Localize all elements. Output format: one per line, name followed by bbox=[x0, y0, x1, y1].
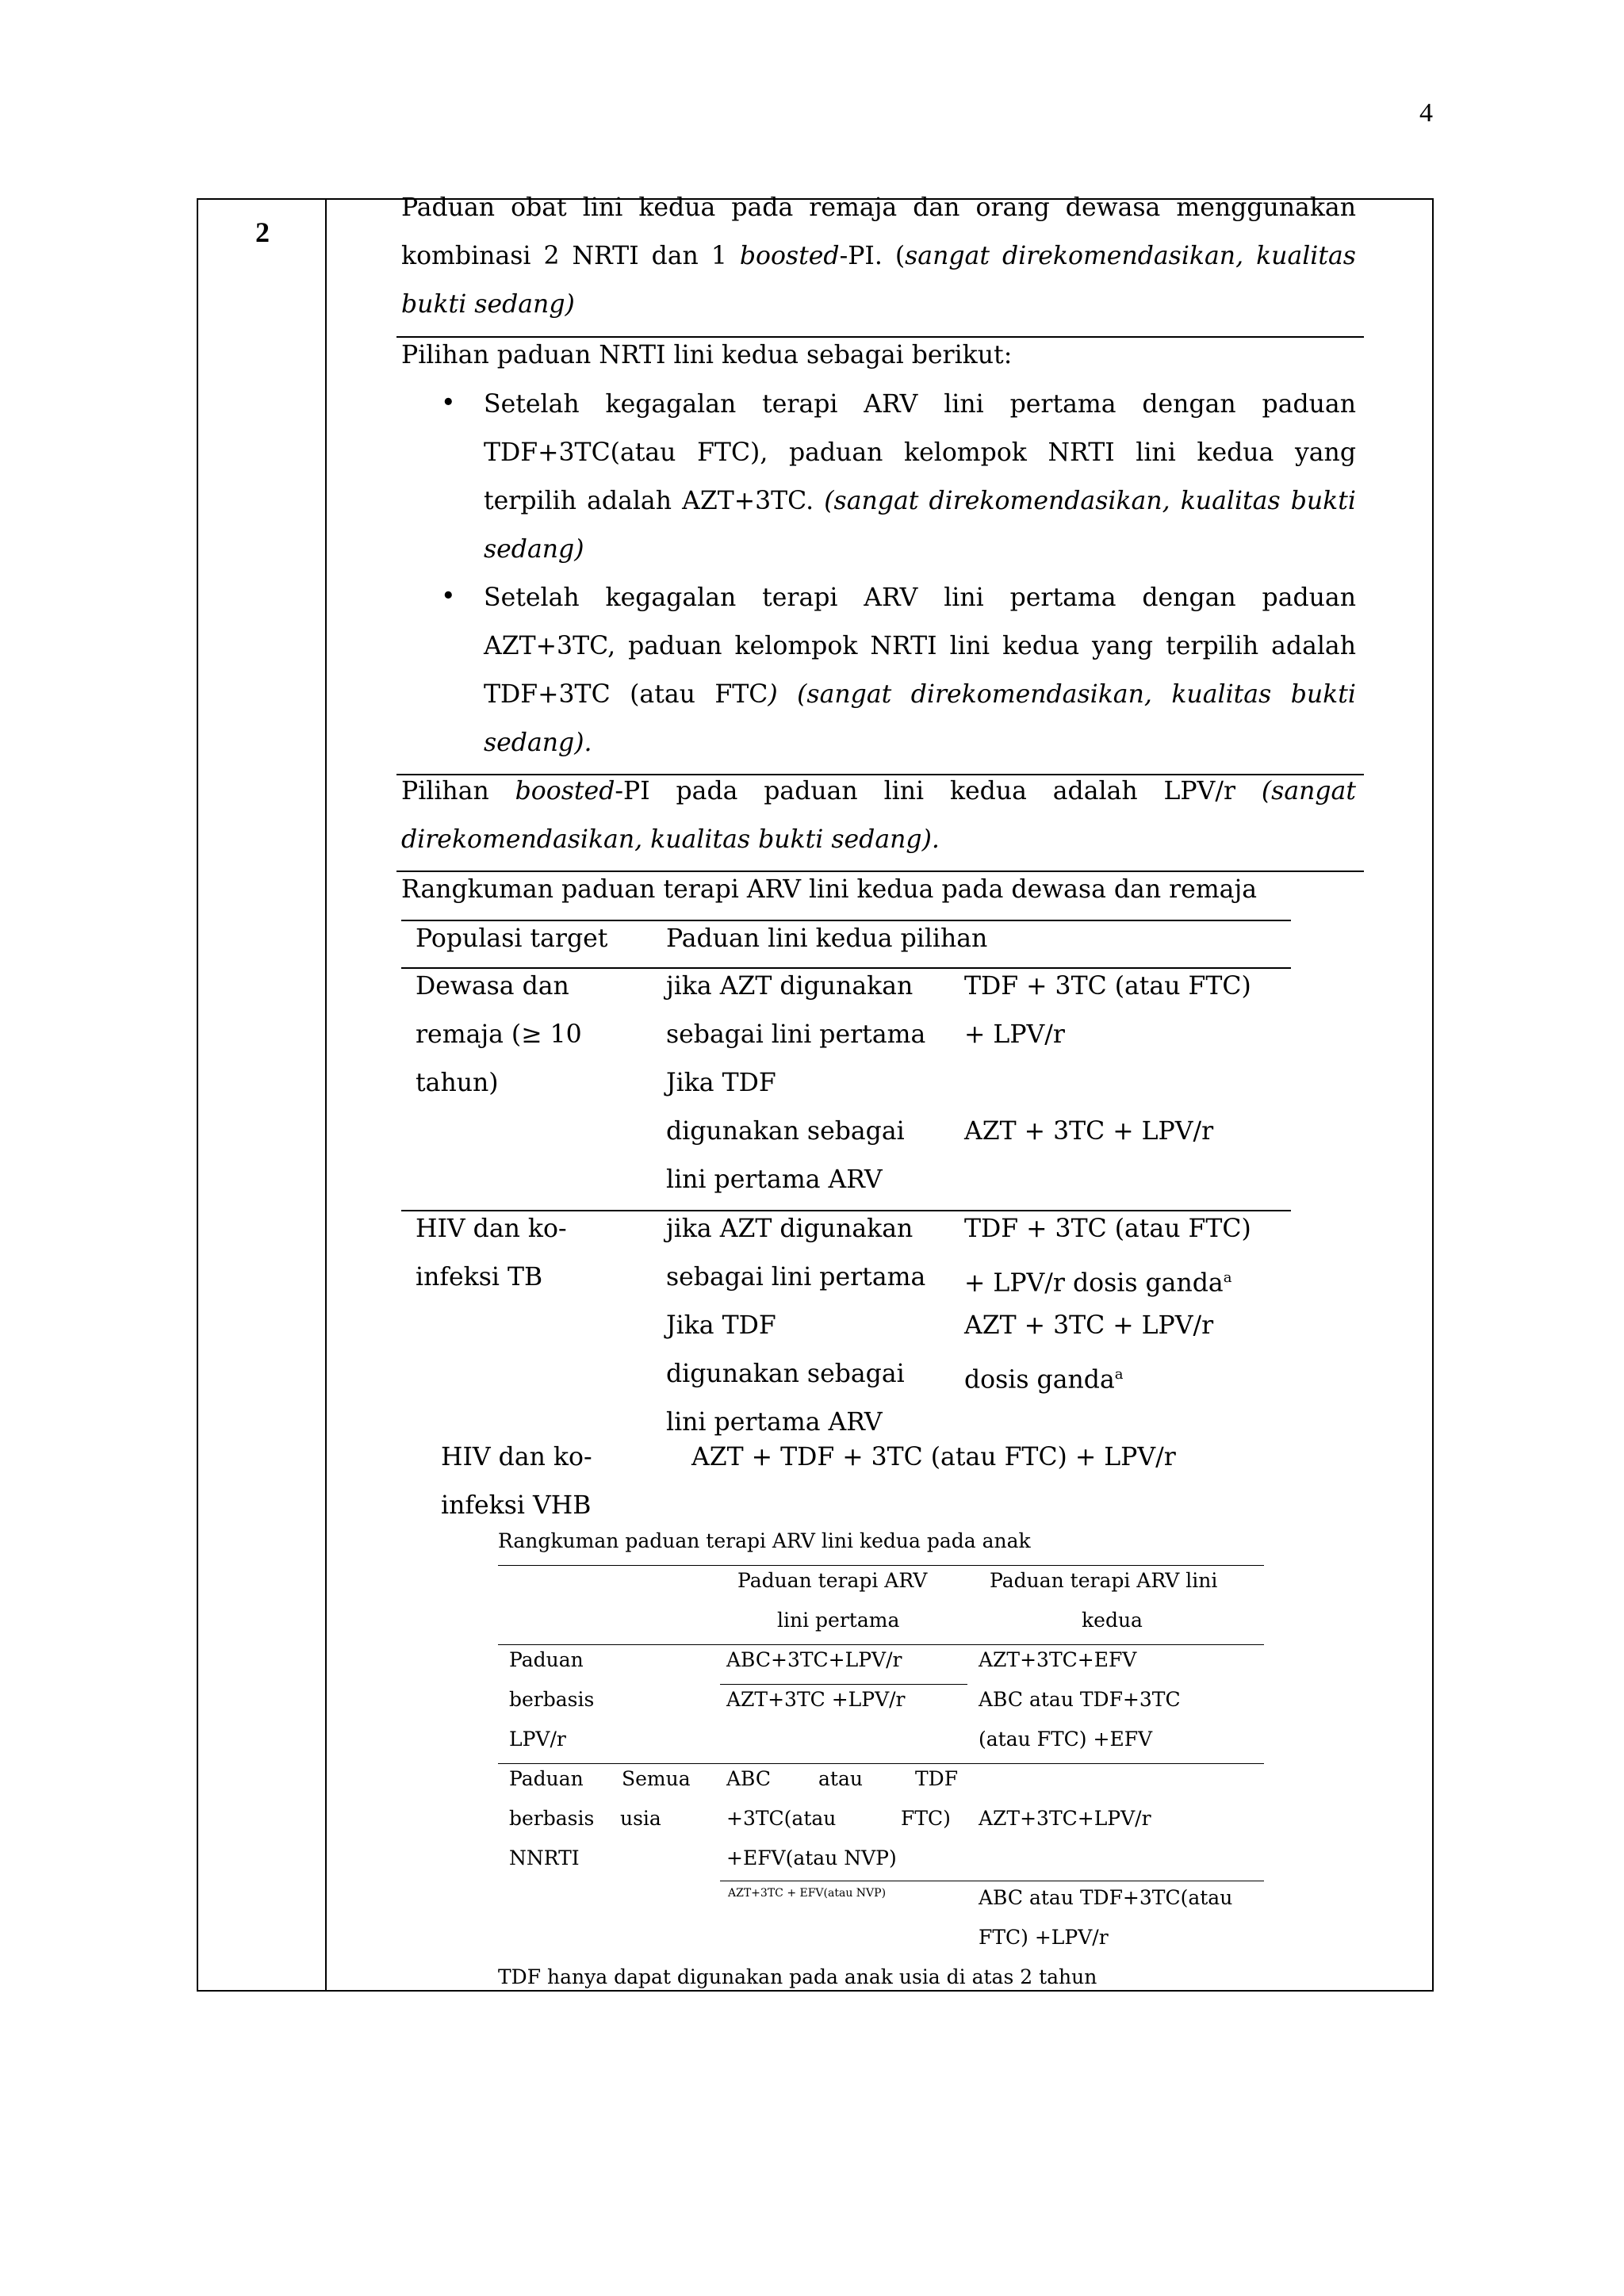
child-g2-label: berbasis bbox=[509, 1807, 595, 1830]
adult-r1-condition: Jika TDF bbox=[666, 1069, 776, 1097]
bullet-2-marker: • bbox=[441, 582, 456, 610]
child-g1-label: LPV/r bbox=[509, 1728, 566, 1751]
child-g1-second: (atau FTC) +EFV bbox=[979, 1728, 1153, 1751]
child-g1-label: berbasis bbox=[509, 1688, 595, 1711]
adult-r2-regimen: AZT + 3TC + LPV/r bbox=[964, 1311, 1214, 1340]
adult-r1-condition: jika AZT digunakan bbox=[666, 972, 914, 1001]
adult-r1-regimen: TDF + 3TC (atau FTC) bbox=[964, 972, 1251, 1001]
child-g1-label: Paduan bbox=[509, 1648, 584, 1671]
child-col-second-line: Paduan terapi ARV lini bbox=[990, 1569, 1218, 1592]
adult-r2-population: HIV dan ko- bbox=[416, 1215, 567, 1243]
footnote-mark: a bbox=[1114, 1366, 1124, 1383]
child-g2-label: Paduan bbox=[509, 1767, 584, 1790]
child-g2-first: +EFV(atau NVP) bbox=[726, 1846, 897, 1869]
adult-r2-condition: lini pertama ARV bbox=[666, 1408, 883, 1437]
intro-paragraph: Paduan obat lini kedua pada remaja dan orang dewasa menggunakan kombinasi 2 NRTI dan 1 boosted-PI. (sangat direkomendasikan, kualitas bukti sedang) bbox=[401, 193, 1356, 319]
nrti-bullet-2: Setelah kegagalan terapi ARV lini pertama dengan paduan AZT+3TC, paduan kelompok NRTI lini kedua yang terpilih adalah TDF+3TC (atau FTC) (sangat direkomendasikan, kualitas bukti sedang). bbox=[484, 584, 1356, 757]
adult-r2-condition: sebagai lini pertama bbox=[666, 1263, 926, 1292]
child-g2-second: FTC) +LPV/r bbox=[979, 1926, 1109, 1949]
pi-paragraph: Pilihan boosted-PI pada paduan lini kedua adalah LPV/r (sangat direkomendasikan, kualitas bukti sedang). bbox=[401, 777, 1356, 854]
adult-r1-population: remaja (≥ 10 bbox=[416, 1020, 582, 1049]
child-g1-first: ABC+3TC+LPV/r bbox=[726, 1648, 902, 1671]
adult-r2-condition: Jika TDF bbox=[666, 1311, 776, 1340]
child-table-note: TDF hanya dapat digunakan pada anak usia di atas 2 tahun bbox=[498, 1965, 1097, 1988]
adult-col-population: Populasi target bbox=[416, 924, 608, 953]
adult-col-regimen: Paduan lini kedua pilihan bbox=[666, 924, 988, 953]
bullet-1-marker: • bbox=[441, 388, 456, 417]
child-col-first-line: Paduan terapi ARV bbox=[737, 1569, 928, 1592]
child-g2-first: atau bbox=[818, 1767, 863, 1790]
adult-r1-condition: sebagai lini pertama bbox=[666, 1020, 926, 1049]
adult-r1-regimen: + LPV/r bbox=[964, 1020, 1065, 1049]
child-g2-age: usia bbox=[620, 1807, 661, 1830]
child-col-first-line: lini pertama bbox=[777, 1609, 900, 1632]
adult-r1-population: Dewasa dan bbox=[416, 972, 569, 1001]
child-g2-second: AZT+3TC+LPV/r bbox=[979, 1807, 1151, 1830]
child-g1-first: AZT+3TC +LPV/r bbox=[726, 1688, 906, 1711]
adult-r3-population: infeksi VHB bbox=[441, 1491, 592, 1520]
child-g2-first: +3TC(atau bbox=[726, 1807, 837, 1830]
adult-r2-regimen: dosis ganda$^a$ bbox=[964, 1365, 1124, 1395]
adult-r2-population: infeksi TB bbox=[416, 1263, 543, 1292]
child-g2-label: NNRTI bbox=[509, 1846, 580, 1869]
nrti-bullet-1: Setelah kegagalan terapi ARV lini pertama dengan paduan TDF+3TC(atau FTC), paduan kelompok NRTI lini kedua yang terpilih adalah AZT+3TC. (sangat direkomendasikan, kualitas bukti sedang) bbox=[484, 390, 1356, 564]
adult-r1-regimen: AZT + 3TC + LPV/r bbox=[964, 1117, 1214, 1146]
child-g2-first: ABC bbox=[726, 1767, 772, 1790]
child-g1-second: AZT+3TC+EFV bbox=[979, 1648, 1137, 1671]
page-number: 4 bbox=[1419, 98, 1433, 128]
adult-r3-population: HIV dan ko- bbox=[441, 1443, 592, 1471]
child-g2-first: TDF bbox=[915, 1767, 959, 1790]
child-g2-first: FTC) bbox=[901, 1807, 951, 1830]
child-col-second-line: kedua bbox=[1082, 1609, 1143, 1632]
adult-r2-condition: jika AZT digunakan bbox=[666, 1215, 914, 1243]
nrti-heading: Pilihan paduan NRTI lini kedua sebagai berikut: bbox=[401, 341, 1013, 369]
adult-r1-condition: digunakan sebagai bbox=[666, 1117, 905, 1146]
adult-r3-regimen: AZT + TDF + 3TC (atau FTC) + LPV/r bbox=[691, 1443, 1176, 1471]
footnote-mark: a bbox=[1223, 1269, 1232, 1286]
child-g2-second: ABC atau TDF+3TC(atau bbox=[979, 1886, 1233, 1909]
adult-r2-condition: digunakan sebagai bbox=[666, 1360, 905, 1388]
adult-table-title: Rangkuman paduan terapi ARV lini kedua pada dewasa dan remaja bbox=[401, 875, 1258, 904]
child-g1-second: ABC atau TDF+3TC bbox=[979, 1688, 1181, 1711]
child-table-title: Rangkuman paduan terapi ARV lini kedua pada anak bbox=[498, 1529, 1031, 1552]
child-g2-age: Semua bbox=[622, 1767, 691, 1790]
adult-r1-population: tahun) bbox=[416, 1069, 499, 1097]
child-table-rule bbox=[498, 1763, 1264, 1764]
row-number: 2 bbox=[255, 216, 270, 248]
child-g2-first: AZT+3TC + EFV(atau NVP) bbox=[728, 1887, 887, 1900]
adult-r2-regimen: TDF + 3TC (atau FTC) bbox=[964, 1215, 1251, 1243]
adult-r1-condition: lini pertama ARV bbox=[666, 1165, 883, 1194]
adult-r2-regimen: + LPV/r dosis ganda$^a$ bbox=[964, 1269, 1232, 1298]
